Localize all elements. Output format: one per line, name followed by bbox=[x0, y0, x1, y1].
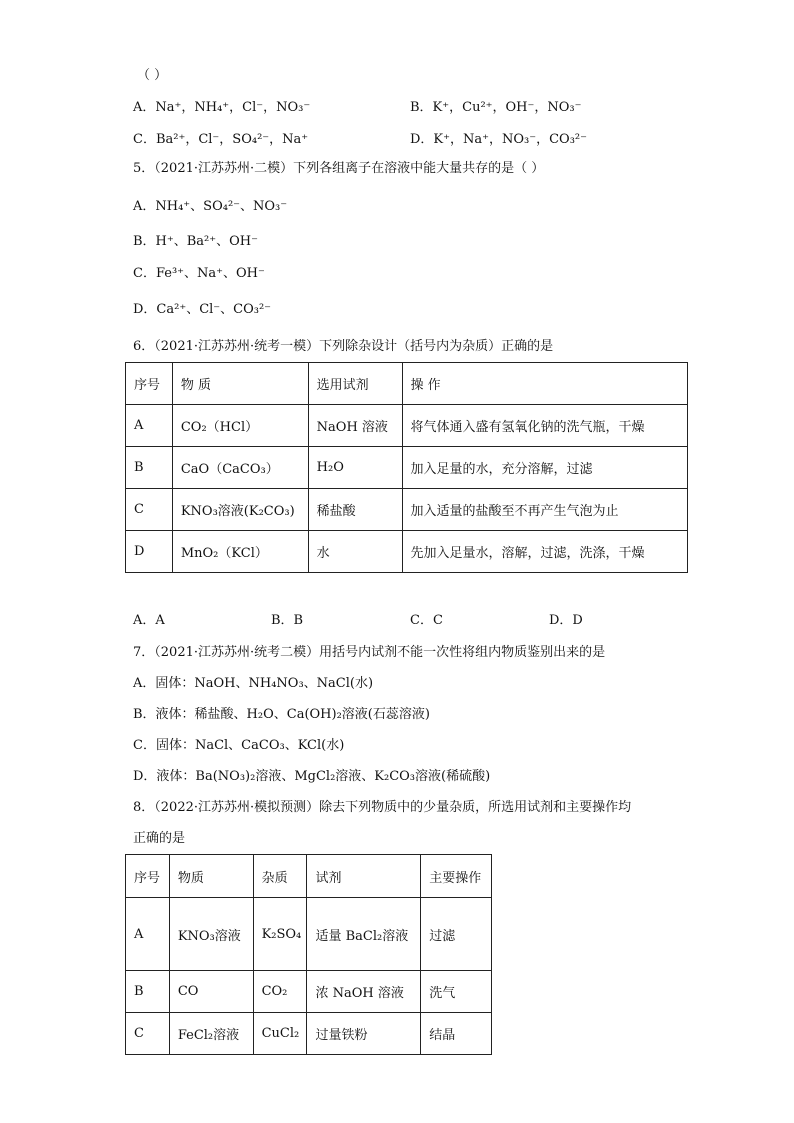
q8-cell: 洗气 bbox=[421, 971, 492, 1013]
q7-option-a[interactable]: A．固体：NaOH、NH₄NO₃、NaCl(水) bbox=[133, 676, 374, 691]
q6-cell: B bbox=[126, 447, 173, 489]
q6-cell: CaO（CaCO₃） bbox=[172, 447, 308, 489]
table-row bbox=[126, 971, 492, 1013]
q4-paren: （ ） bbox=[137, 68, 168, 83]
q5-option-b[interactable]: B．H⁺、Ba²⁺、OH⁻ bbox=[133, 234, 258, 249]
q6-answer-c[interactable]: C．C bbox=[410, 613, 443, 628]
q8-header-cell: 物质 bbox=[169, 855, 253, 898]
q6-cell: 稀盐酸 bbox=[308, 489, 402, 531]
q5-stem: 5．（2021·江苏苏州·二模）下列各组离子在溶液中能大量共存的是（ ） bbox=[133, 161, 545, 176]
q8-stem-line1: 8．（2022·江苏苏州·模拟预测）除去下列物质中的少量杂质，所选用试剂和主要操作均 bbox=[133, 800, 632, 815]
q8-cell: 适量 BaCl₂溶液 bbox=[307, 898, 421, 971]
q7-option-b[interactable]: B．液体：稀盐酸、H₂O、Ca(OH)₂溶液(石蕊溶液) bbox=[133, 707, 430, 722]
table-row bbox=[126, 1013, 492, 1055]
q8-header-cell: 序号 bbox=[126, 855, 170, 898]
q7-option-d[interactable]: D．液体：Ba(NO₃)₂溶液、MgCl₂溶液、K₂CO₃溶液(稀硫酸) bbox=[133, 769, 491, 784]
q4-option-c[interactable]: C．Ba²⁺，Cl⁻，SO₄²⁻，Na⁺ bbox=[133, 132, 309, 147]
q6-cell: 水 bbox=[308, 531, 402, 573]
q8-header-cell: 试剂 bbox=[307, 855, 421, 898]
table-row bbox=[126, 447, 688, 489]
q6-cell: MnO₂（KCl） bbox=[172, 531, 308, 573]
q6-header-row bbox=[126, 363, 688, 405]
q6-cell: A bbox=[126, 405, 173, 447]
q6-cell: KNO₃溶液(K₂CO₃) bbox=[172, 489, 308, 531]
table-row bbox=[126, 898, 492, 971]
table-row bbox=[126, 405, 688, 447]
q6-table bbox=[125, 362, 688, 573]
q4-option-b[interactable]: B．K⁺，Cu²⁺，OH⁻，NO₃⁻ bbox=[410, 100, 582, 115]
q6-cell: C bbox=[126, 489, 173, 531]
q6-stem: 6．（2021·江苏苏州·统考一模）下列除杂设计（括号内为杂质）正确的是 bbox=[133, 339, 554, 354]
q8-header-row bbox=[126, 855, 492, 898]
q6-answer-d[interactable]: D．D bbox=[549, 613, 583, 628]
q5-option-a[interactable]: A．NH₄⁺、SO₄²⁻、NO₃⁻ bbox=[133, 199, 288, 214]
q5-option-d[interactable]: D．Ca²⁺、Cl⁻、CO₃²⁻ bbox=[133, 302, 272, 317]
q8-cell: C bbox=[126, 1013, 170, 1055]
q5-option-c[interactable]: C．Fe³⁺、Na⁺、OH⁻ bbox=[133, 266, 265, 281]
q6-cell: 加入足量的水，充分溶解，过滤 bbox=[402, 447, 688, 489]
q8-cell: FeCl₂溶液 bbox=[169, 1013, 253, 1055]
q6-header-cell: 操 作 bbox=[402, 363, 688, 405]
table-row bbox=[126, 531, 688, 573]
q6-cell: CO₂（HCl） bbox=[172, 405, 308, 447]
q6-header-cell: 选用试剂 bbox=[308, 363, 402, 405]
q8-cell: CO₂ bbox=[253, 971, 307, 1013]
q6-answer-a[interactable]: A．A bbox=[133, 613, 165, 628]
q8-cell: CO bbox=[169, 971, 253, 1013]
table-row bbox=[126, 489, 688, 531]
q8-cell: KNO₃溶液 bbox=[169, 898, 253, 971]
q8-cell: A bbox=[126, 898, 170, 971]
q6-cell: 先加入足量水，溶解，过滤，洗涤，干燥 bbox=[402, 531, 688, 573]
q8-cell: CuCl₂ bbox=[253, 1013, 307, 1055]
q8-header-cell: 主要操作 bbox=[421, 855, 492, 898]
q6-header-cell: 序号 bbox=[126, 363, 173, 405]
q8-table bbox=[125, 854, 492, 1055]
q8-cell: 过滤 bbox=[421, 898, 492, 971]
q8-header-cell: 杂质 bbox=[253, 855, 307, 898]
q6-answer-b[interactable]: B．B bbox=[271, 613, 304, 628]
q8-cell: 过量铁粉 bbox=[307, 1013, 421, 1055]
q7-option-c[interactable]: C．固体：NaCl、CaCO₃、KCl(水) bbox=[133, 738, 345, 753]
q7-stem: 7．（2021·江苏苏州·统考二模）用括号内试剂不能一次性将组内物质鉴别出来的是 bbox=[133, 645, 606, 660]
q6-cell: H₂O bbox=[308, 447, 402, 489]
q8-cell: K₂SO₄ bbox=[253, 898, 307, 971]
q8-cell: 浓 NaOH 溶液 bbox=[307, 971, 421, 1013]
q4-option-a[interactable]: A．Na⁺，NH₄⁺，Cl⁻，NO₃⁻ bbox=[133, 100, 311, 115]
q6-cell: 将气体通入盛有氢氧化钠的洗气瓶，干燥 bbox=[402, 405, 688, 447]
q6-cell: D bbox=[126, 531, 173, 573]
q8-cell: B bbox=[126, 971, 170, 1013]
q8-stem-line2: 正确的是 bbox=[133, 831, 186, 846]
q6-cell: 加入适量的盐酸至不再产生气泡为止 bbox=[402, 489, 688, 531]
q6-cell: NaOH 溶液 bbox=[308, 405, 402, 447]
q6-header-cell: 物 质 bbox=[172, 363, 308, 405]
q8-cell: 结晶 bbox=[421, 1013, 492, 1055]
q4-option-d[interactable]: D．K⁺，Na⁺，NO₃⁻，CO₃²⁻ bbox=[410, 132, 587, 147]
